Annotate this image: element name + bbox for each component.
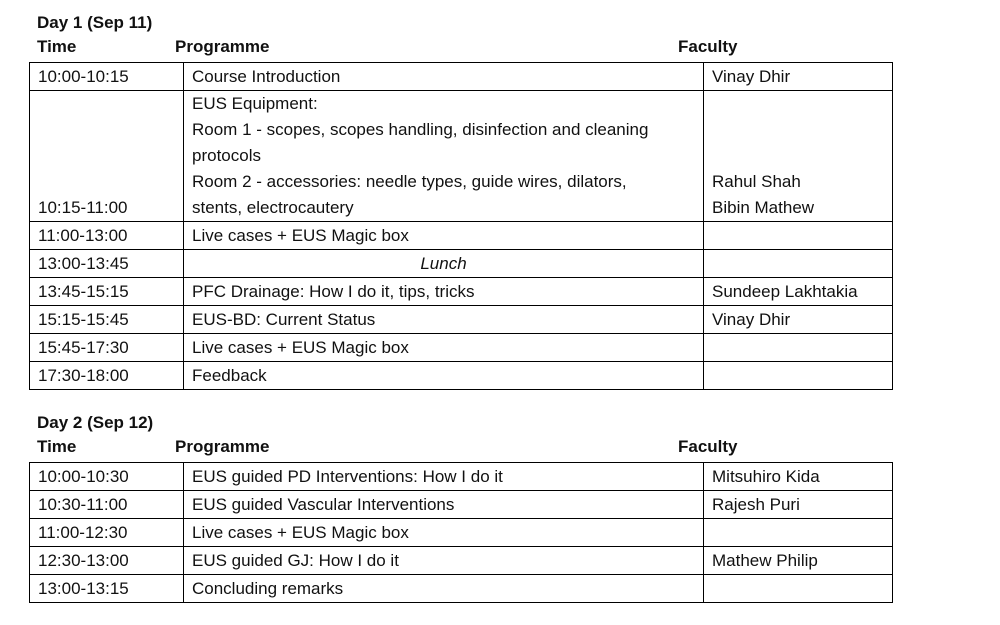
header-programme: Programme bbox=[175, 37, 270, 56]
faculty-cell bbox=[704, 278, 893, 306]
faculty-name: Vinay Dhir bbox=[712, 310, 791, 329]
programme-line: EUS guided GJ: How I do it bbox=[192, 551, 399, 570]
programme-line: Concluding remarks bbox=[192, 579, 344, 598]
programme-cell bbox=[184, 250, 704, 278]
time-cell: 15:15-15:45 bbox=[30, 306, 184, 334]
time-cell: 17:30-18:00 bbox=[30, 362, 184, 390]
programme-cell bbox=[184, 63, 704, 91]
time-cell: 11:00-12:30 bbox=[30, 519, 184, 547]
programme-line: protocols bbox=[192, 146, 261, 165]
programme-line: EUS guided Vascular Interventions bbox=[192, 495, 455, 514]
faculty-cell bbox=[704, 222, 893, 250]
day1-schedule bbox=[29, 12, 893, 390]
header-faculty: Faculty bbox=[678, 37, 738, 56]
faculty-cell bbox=[704, 334, 893, 362]
faculty-cell bbox=[704, 491, 893, 519]
programme-cell bbox=[184, 519, 704, 547]
programme-line: stents, electrocautery bbox=[192, 198, 354, 217]
time-cell: 15:45-17:30 bbox=[30, 334, 184, 362]
faculty-name: Mathew Philip bbox=[712, 551, 818, 570]
faculty-name: Sundeep Lakhtakia bbox=[712, 282, 858, 301]
schedule-row bbox=[30, 250, 893, 278]
faculty-cell bbox=[704, 63, 893, 91]
day1-table bbox=[29, 62, 893, 390]
day2-schedule bbox=[29, 412, 893, 603]
faculty-cell bbox=[704, 250, 893, 278]
programme-cell bbox=[184, 278, 704, 306]
programme-line: Lunch bbox=[420, 254, 467, 273]
time-cell: 10:30-11:00 bbox=[30, 491, 184, 519]
programme-cell bbox=[184, 491, 704, 519]
faculty-name: Mitsuhiro Kida bbox=[712, 467, 820, 486]
schedule-row bbox=[30, 222, 893, 250]
day2-title: Day 2 (Sep 12) bbox=[37, 413, 154, 432]
schedule-row bbox=[30, 463, 893, 491]
schedule-row bbox=[30, 362, 893, 390]
programme-line: Live cases + EUS Magic box bbox=[192, 523, 409, 542]
schedule-row bbox=[30, 547, 893, 575]
faculty-cell bbox=[704, 547, 893, 575]
header-time: Time bbox=[37, 437, 77, 456]
time-cell: 13:00-13:15 bbox=[30, 575, 184, 603]
time-cell: 12:30-13:00 bbox=[30, 547, 184, 575]
time-cell: 11:00-13:00 bbox=[30, 222, 184, 250]
programme-line: EUS-BD: Current Status bbox=[192, 310, 376, 329]
time-cell: 13:00-13:45 bbox=[30, 250, 184, 278]
faculty-cell bbox=[704, 575, 893, 603]
schedule-row bbox=[30, 306, 893, 334]
faculty-name: Bibin Mathew bbox=[712, 198, 815, 217]
faculty-cell bbox=[704, 519, 893, 547]
programme-line: Live cases + EUS Magic box bbox=[192, 338, 409, 357]
header-time: Time bbox=[37, 37, 77, 56]
time-cell: 10:00-10:15 bbox=[30, 63, 184, 91]
time-cell: 10:00-10:30 bbox=[30, 463, 184, 491]
programme-cell bbox=[184, 306, 704, 334]
programme-cell bbox=[184, 575, 704, 603]
faculty-name: Rahul Shah bbox=[712, 172, 801, 191]
schedule-row bbox=[30, 491, 893, 519]
programme-line: EUS Equipment: bbox=[192, 94, 318, 113]
header-faculty: Faculty bbox=[678, 437, 738, 456]
programme-line: PFC Drainage: How I do it, tips, tricks bbox=[192, 282, 475, 301]
faculty-cell bbox=[704, 91, 893, 222]
programme-line: Live cases + EUS Magic box bbox=[192, 226, 409, 245]
day1-column-headers bbox=[29, 36, 893, 62]
programme-cell bbox=[184, 222, 704, 250]
faculty-name: Rajesh Puri bbox=[712, 495, 800, 514]
faculty-cell bbox=[704, 306, 893, 334]
programme-cell bbox=[184, 334, 704, 362]
programme-cell bbox=[184, 547, 704, 575]
programme-line: Room 2 - accessories: needle types, guide wires, dilators, bbox=[192, 172, 627, 191]
time-cell: 13:45-15:15 bbox=[30, 278, 184, 306]
faculty-cell bbox=[704, 362, 893, 390]
programme-line: Room 1 - scopes, scopes handling, disinfection and cleaning bbox=[192, 120, 649, 139]
header-programme: Programme bbox=[175, 437, 270, 456]
schedule-row bbox=[30, 63, 893, 91]
day2-table bbox=[29, 462, 893, 603]
faculty-cell bbox=[704, 463, 893, 491]
day1-title: Day 1 (Sep 11) bbox=[37, 13, 153, 32]
programme-cell bbox=[184, 362, 704, 390]
schedule-row bbox=[30, 91, 893, 222]
programme-line: Course Introduction bbox=[192, 67, 341, 86]
time-cell: 10:15-11:00 bbox=[30, 91, 184, 222]
programme-cell bbox=[184, 91, 704, 222]
schedule-row bbox=[30, 519, 893, 547]
schedule-row bbox=[30, 278, 893, 306]
day2-column-headers bbox=[29, 436, 893, 462]
schedule-row bbox=[30, 575, 893, 603]
faculty-name: Vinay Dhir bbox=[712, 67, 791, 86]
programme-cell bbox=[184, 463, 704, 491]
schedule-row bbox=[30, 334, 893, 362]
programme-line: EUS guided PD Interventions: How I do it bbox=[192, 467, 503, 486]
programme-line: Feedback bbox=[192, 366, 267, 385]
